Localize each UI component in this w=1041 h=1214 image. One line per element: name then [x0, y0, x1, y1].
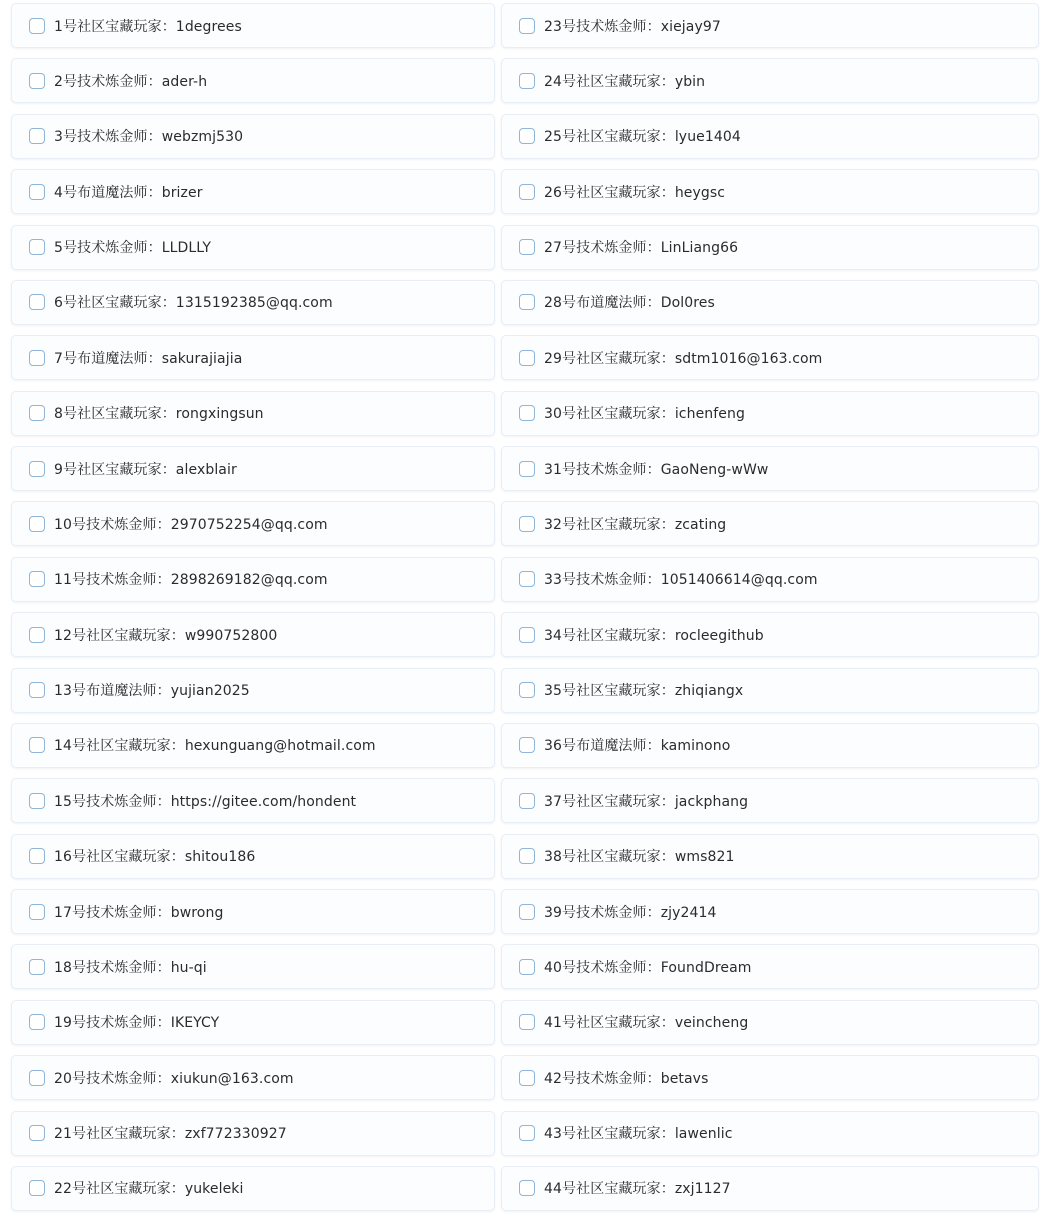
task-label: 11号技术炼金师：2898269182@qq.com — [54, 572, 328, 589]
task-label: 6号社区宝藏玩家：1315192385@qq.com — [54, 295, 333, 312]
task-item[interactable] — [11, 1055, 495, 1100]
task-item[interactable] — [501, 335, 1039, 380]
task-checkbox[interactable] — [29, 904, 45, 920]
task-checkbox[interactable] — [29, 1070, 45, 1086]
task-checkbox[interactable] — [29, 461, 45, 477]
task-item[interactable] — [11, 668, 495, 713]
task-checkbox[interactable] — [519, 682, 535, 698]
task-label: 13号布道魔法师：yujian2025 — [54, 683, 250, 699]
task-checkbox[interactable] — [29, 848, 45, 864]
task-label: 19号技术炼金师：IKEYCY — [54, 1015, 220, 1032]
task-label: 42号技术炼金师：betavs — [544, 1070, 709, 1087]
task-checkbox[interactable] — [519, 1014, 535, 1030]
task-label: 12号社区宝藏玩家：w990752800 — [54, 627, 278, 644]
task-checkbox[interactable] — [29, 73, 45, 89]
task-checkbox[interactable] — [29, 405, 45, 421]
task-item[interactable] — [11, 778, 495, 823]
task-label: 16号社区宝藏玩家：shitou186 — [54, 849, 256, 866]
task-item[interactable] — [11, 723, 495, 768]
task-item[interactable] — [11, 612, 495, 657]
task-item[interactable] — [11, 1000, 495, 1045]
task-item[interactable] — [11, 169, 495, 214]
task-checkbox[interactable] — [519, 571, 535, 587]
task-item[interactable] — [501, 446, 1039, 491]
task-item[interactable] — [501, 834, 1039, 879]
task-item[interactable] — [501, 1166, 1039, 1211]
task-checkbox[interactable] — [519, 294, 535, 310]
task-label: 27号技术炼金师：LinLiang66 — [544, 240, 739, 256]
task-item[interactable] — [11, 501, 495, 546]
task-label: 37号社区宝藏玩家：jackphang — [544, 793, 749, 810]
task-checkbox[interactable] — [29, 1180, 45, 1196]
task-checkbox[interactable] — [29, 18, 45, 34]
task-item[interactable] — [501, 501, 1039, 546]
task-label: 39号技术炼金师：zjy2414 — [544, 904, 717, 921]
task-item[interactable] — [501, 58, 1039, 103]
task-item[interactable] — [11, 1111, 495, 1156]
task-item[interactable] — [501, 1000, 1039, 1045]
task-checkbox[interactable] — [29, 793, 45, 809]
task-item[interactable] — [11, 335, 495, 380]
task-label: 21号社区宝藏玩家：zxf772330927 — [54, 1126, 287, 1142]
task-label: 20号技术炼金师：xiukun@163.com — [54, 1070, 294, 1087]
task-item[interactable] — [501, 557, 1039, 602]
task-checkbox[interactable] — [29, 184, 45, 200]
task-label: 35号社区宝藏玩家：zhiqiangx — [544, 683, 744, 699]
task-item[interactable] — [501, 225, 1039, 270]
task-item[interactable] — [11, 114, 495, 159]
task-label: 1号社区宝藏玩家：1degrees — [54, 18, 242, 35]
task-checkbox[interactable] — [519, 405, 535, 421]
task-label: 36号布道魔法师：kaminono — [544, 738, 731, 755]
task-checkbox[interactable] — [29, 682, 45, 698]
task-label: 32号社区宝藏玩家：zcating — [544, 516, 727, 533]
task-checkbox[interactable] — [29, 571, 45, 587]
task-label: 31号技术炼金师：GaoNeng-wWw — [544, 461, 769, 478]
task-label: 28号布道魔法师：Dol0res — [544, 295, 715, 312]
task-checkbox[interactable] — [29, 239, 45, 255]
task-label: 8号社区宝藏玩家：rongxingsun — [54, 406, 264, 423]
task-checkbox[interactable] — [519, 793, 535, 809]
task-checkbox[interactable] — [519, 848, 535, 864]
task-label: 10号技术炼金师：2970752254@qq.com — [54, 516, 328, 533]
task-item[interactable] — [11, 225, 495, 270]
task-item[interactable] — [501, 391, 1039, 436]
task-checkbox[interactable] — [29, 350, 45, 366]
task-checkbox[interactable] — [519, 1180, 535, 1196]
task-item[interactable] — [11, 944, 495, 989]
task-label: 3号技术炼金师：webzmj530 — [54, 129, 244, 146]
task-item[interactable] — [11, 280, 495, 325]
task-label: 38号社区宝藏玩家：wms821 — [544, 849, 735, 866]
task-item[interactable] — [501, 944, 1039, 989]
task-label: 9号社区宝藏玩家：alexblair — [54, 461, 237, 478]
task-item[interactable] — [501, 169, 1039, 214]
task-checkbox[interactable] — [29, 294, 45, 310]
task-checkbox[interactable] — [519, 461, 535, 477]
task-label: 14号社区宝藏玩家：hexunguang@hotmail.com — [54, 738, 376, 755]
task-item[interactable] — [501, 1111, 1039, 1156]
task-item[interactable] — [11, 446, 495, 491]
task-item[interactable] — [11, 391, 495, 436]
task-label: 26号社区宝藏玩家：heygsc — [544, 184, 726, 201]
task-item[interactable] — [501, 3, 1039, 48]
task-checkbox[interactable] — [519, 18, 535, 34]
task-checkbox[interactable] — [519, 128, 535, 144]
task-label: 23号技术炼金师：xiejay97 — [544, 18, 721, 35]
task-label: 29号社区宝藏玩家：sdtm1016@163.com — [544, 350, 823, 367]
task-item[interactable] — [11, 58, 495, 103]
task-item[interactable] — [11, 1166, 495, 1211]
task-item[interactable] — [501, 612, 1039, 657]
task-item[interactable] — [11, 3, 495, 48]
task-label: 33号技术炼金师：1051406614@qq.com — [544, 572, 818, 589]
task-label: 17号技术炼金师：bwrong — [54, 904, 224, 921]
task-item[interactable] — [501, 114, 1039, 159]
task-label: 34号社区宝藏玩家：rocleegithub — [544, 627, 764, 644]
task-label: 22号社区宝藏玩家：yukeleki — [54, 1181, 244, 1198]
task-label: 18号技术炼金师：hu-qi — [54, 959, 207, 976]
task-checkbox[interactable] — [29, 516, 45, 532]
task-checkbox[interactable] — [519, 184, 535, 200]
task-label: 30号社区宝藏玩家：ichenfeng — [544, 406, 745, 423]
task-checkbox[interactable] — [29, 959, 45, 975]
task-checkbox[interactable] — [29, 128, 45, 144]
task-checkbox[interactable] — [519, 1125, 535, 1141]
task-checkbox[interactable] — [519, 516, 535, 532]
task-label: 15号技术炼金师：https://gitee.com/hondent — [54, 793, 357, 810]
task-checkbox[interactable] — [29, 1125, 45, 1141]
task-checkbox[interactable] — [519, 239, 535, 255]
task-label: 7号布道魔法师：sakurajiajia — [54, 350, 243, 367]
task-checkbox[interactable] — [519, 904, 535, 920]
task-item[interactable] — [11, 834, 495, 879]
task-item[interactable] — [501, 1055, 1039, 1100]
task-label: 41号社区宝藏玩家：veincheng — [544, 1015, 749, 1032]
task-checkbox[interactable] — [519, 1070, 535, 1086]
task-checklist — [11, 3, 1039, 1211]
task-label: 4号布道魔法师：brizer — [54, 184, 203, 201]
task-label: 5号技术炼金师：LLDLLY — [54, 240, 211, 256]
task-checkbox[interactable] — [29, 627, 45, 643]
task-checkbox[interactable] — [519, 627, 535, 643]
task-item[interactable] — [501, 778, 1039, 823]
task-checkbox[interactable] — [29, 1014, 45, 1030]
task-label: 25号社区宝藏玩家：lyue1404 — [544, 129, 741, 146]
task-checkbox[interactable] — [519, 73, 535, 89]
task-label: 2号技术炼金师：ader-h — [54, 73, 208, 90]
task-item[interactable] — [501, 668, 1039, 713]
task-checkbox[interactable] — [29, 737, 45, 753]
task-label: 40号技术炼金师：FoundDream — [544, 959, 752, 976]
task-checkbox[interactable] — [519, 959, 535, 975]
task-label: 24号社区宝藏玩家：ybin — [544, 73, 706, 90]
task-item[interactable] — [11, 889, 495, 934]
task-item[interactable] — [501, 280, 1039, 325]
task-item[interactable] — [11, 557, 495, 602]
task-label: 44号社区宝藏玩家：zxj1127 — [544, 1181, 731, 1198]
task-checkbox[interactable] — [519, 350, 535, 366]
task-item[interactable] — [501, 889, 1039, 934]
task-label: 43号社区宝藏玩家：lawenlic — [544, 1126, 733, 1142]
task-checkbox[interactable] — [519, 737, 535, 753]
task-item[interactable] — [501, 723, 1039, 768]
